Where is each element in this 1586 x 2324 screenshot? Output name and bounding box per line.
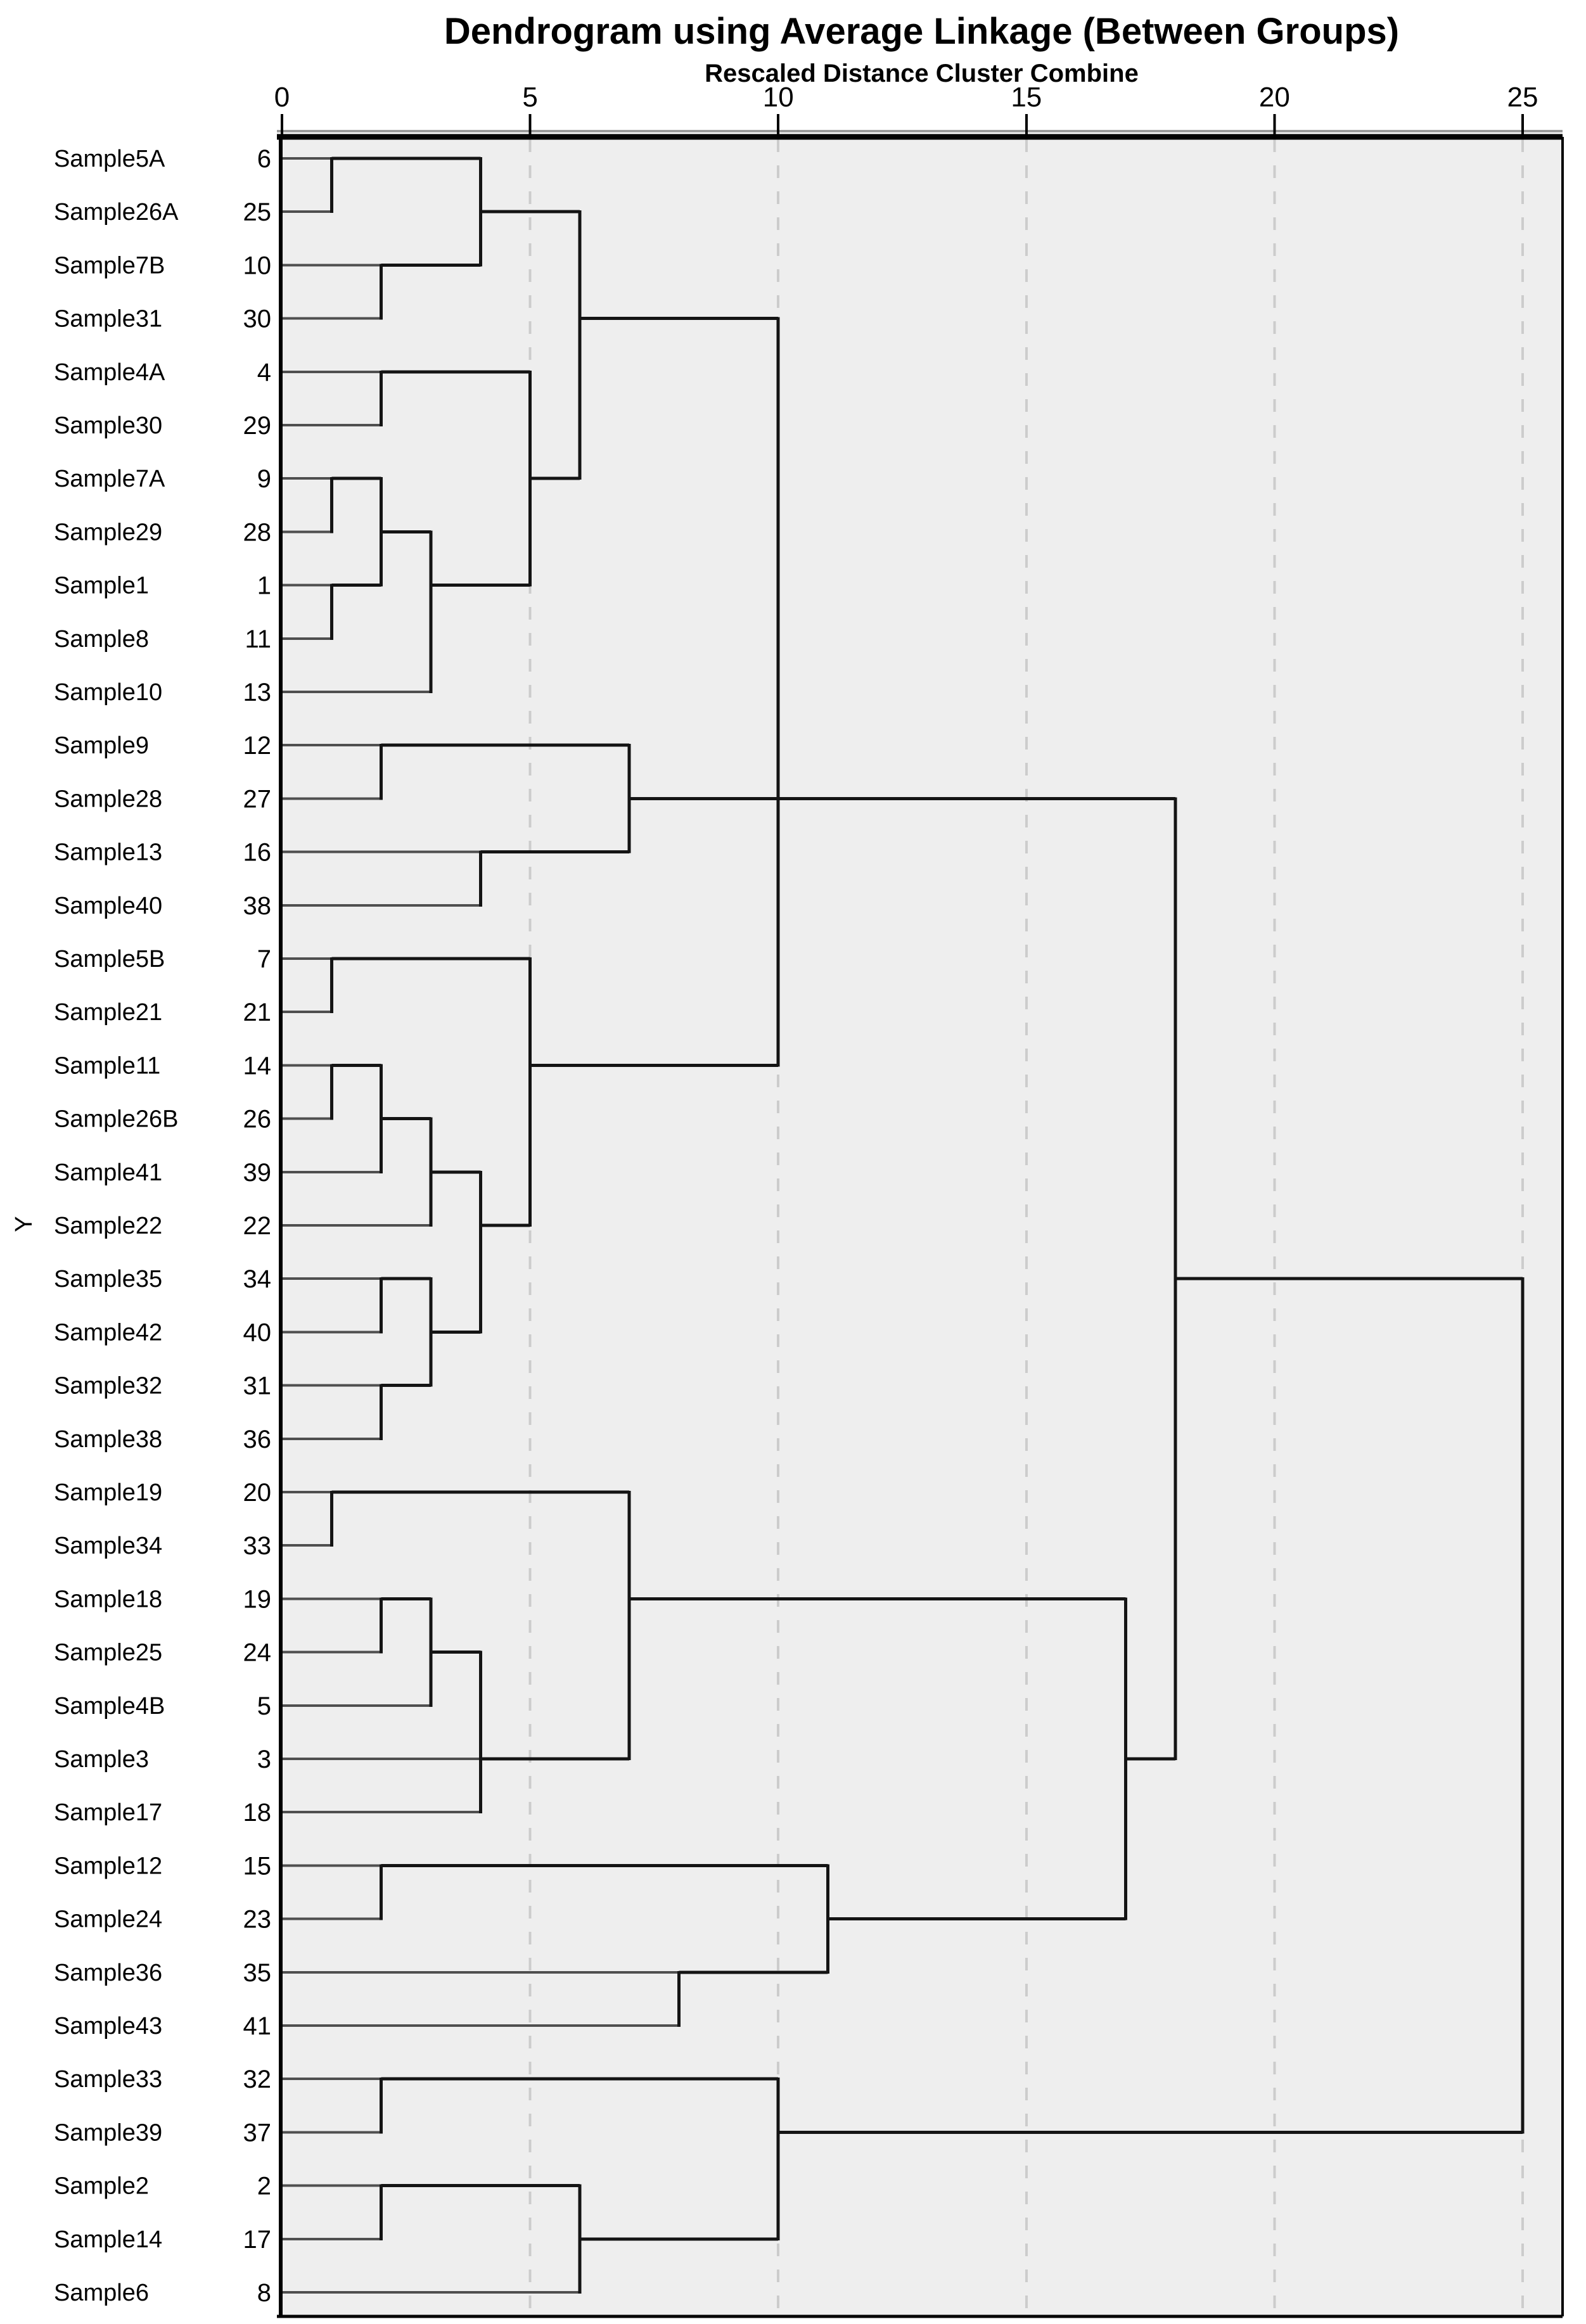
leaf-case-number: 29: [243, 412, 271, 440]
leaf-case-number: 18: [243, 1799, 271, 1827]
x-tick-label: 5: [522, 82, 538, 113]
leaf-case-number: 1: [257, 571, 271, 600]
leaf-case-number: 28: [243, 518, 271, 547]
leaf-label: Sample13: [54, 839, 163, 866]
leaf-case-number: 2: [257, 2172, 271, 2200]
leaf-case-number: 17: [243, 2225, 271, 2254]
leaf-case-number: 19: [243, 1585, 271, 1614]
leaf-case-number: 36: [243, 1425, 271, 1453]
leaf-label: Sample38: [54, 1426, 163, 1453]
leaf-case-number: 33: [243, 1532, 271, 1561]
leaf-case-number: 15: [243, 1852, 271, 1880]
leaf-label: Sample4A: [54, 359, 165, 386]
leaf-case-number: 4: [257, 358, 271, 386]
leaf-label: Sample5B: [54, 946, 165, 973]
chart-title: Dendrogram using Average Linkage (Between Groups): [444, 11, 1400, 52]
leaf-label: Sample34: [54, 1533, 163, 1560]
leaf-label: Sample43: [54, 2013, 163, 2040]
y-axis-title: Y: [10, 1216, 37, 1232]
leaf-label: Sample39: [54, 2119, 163, 2147]
leaf-label: Sample6: [54, 2280, 149, 2306]
leaf-case-number: 5: [257, 1692, 271, 1720]
leaf-label: Sample40: [54, 892, 163, 919]
leaf-case-number: 24: [243, 1638, 271, 1667]
leaf-label: Sample8: [54, 625, 149, 653]
leaf-label: Sample7B: [54, 252, 165, 279]
leaf-case-number: 10: [243, 252, 271, 280]
leaf-label: Sample35: [54, 1266, 163, 1293]
leaf-case-number: 32: [243, 2065, 271, 2094]
leaf-case-number: 16: [243, 838, 271, 867]
leaf-label: Sample22: [54, 1213, 163, 1239]
leaf-case-number: 41: [243, 2012, 271, 2040]
leaf-label: Sample17: [54, 1799, 163, 1827]
leaf-case-number: 12: [243, 732, 271, 760]
leaf-case-number: 6: [257, 145, 271, 173]
leaf-case-number: 8: [257, 2279, 271, 2307]
leaf-label: Sample32: [54, 1372, 163, 1400]
leaf-label: Sample26A: [54, 199, 179, 226]
leaf-label: Sample25: [54, 1639, 163, 1666]
x-tick-label: 10: [762, 82, 794, 113]
leaf-case-number: 39: [243, 1158, 271, 1187]
leaf-case-number: 7: [257, 945, 271, 973]
leaf-label: Sample19: [54, 1479, 163, 1506]
leaf-label: Sample3: [54, 1746, 149, 1773]
leaf-label: Sample5A: [54, 146, 165, 172]
leaf-case-number: 21: [243, 999, 271, 1027]
leaf-label: Sample21: [54, 999, 163, 1026]
x-tick-label: 25: [1507, 82, 1538, 113]
leaf-label: Sample12: [54, 1853, 163, 1880]
leaf-label: Sample1: [54, 572, 149, 599]
leaf-case-number: 9: [257, 465, 271, 494]
leaf-label: Sample14: [54, 2226, 163, 2253]
leaf-case-number: 26: [243, 1105, 271, 1133]
leaf-case-number: 13: [243, 679, 271, 706]
x-tick-label: 20: [1258, 82, 1290, 113]
leaf-label: Sample9: [54, 732, 149, 760]
leaf-label: Sample36: [54, 1959, 163, 1986]
leaf-label: Sample26B: [54, 1106, 179, 1133]
leaf-case-number: 37: [243, 2119, 271, 2147]
leaf-label: Sample31: [54, 305, 163, 333]
leaf-case-number: 38: [243, 891, 271, 920]
leaf-label: Sample42: [54, 1319, 163, 1346]
x-tick-label: 15: [1011, 82, 1042, 113]
leaf-case-number: 25: [243, 198, 271, 227]
leaf-case-number: 20: [243, 1479, 271, 1507]
leaf-label: Sample2: [54, 2173, 149, 2200]
leaf-label: Sample30: [54, 412, 163, 439]
leaf-case-number: 30: [243, 305, 271, 333]
leaf-label: Sample28: [54, 786, 163, 813]
leaf-case-number: 11: [245, 625, 271, 653]
leaf-case-number: 14: [243, 1052, 271, 1080]
leaf-case-number: 23: [243, 1905, 271, 1934]
leaf-case-number: 3: [257, 1746, 271, 1773]
leaf-label: Sample33: [54, 2066, 163, 2093]
leaf-label: Sample41: [54, 1159, 163, 1186]
x-tick-label: 0: [274, 82, 290, 113]
leaf-case-number: 35: [243, 1958, 271, 1987]
leaf-label: Sample18: [54, 1586, 163, 1613]
leaf-label: Sample11: [54, 1052, 161, 1080]
plot-background: [281, 137, 1563, 2316]
leaf-case-number: 40: [243, 1318, 271, 1347]
leaf-label: Sample4B: [54, 1692, 165, 1720]
leaf-label: Sample7A: [54, 466, 165, 493]
leaf-case-number: 27: [243, 785, 271, 814]
leaf-label: Sample10: [54, 679, 163, 706]
leaf-case-number: 22: [243, 1212, 271, 1240]
leaf-case-number: 34: [243, 1265, 271, 1294]
leaf-label: Sample29: [54, 519, 163, 546]
leaf-label: Sample24: [54, 1906, 163, 1933]
chart-subtitle: Rescaled Distance Cluster Combine: [705, 60, 1139, 87]
leaf-case-number: 31: [243, 1372, 271, 1400]
